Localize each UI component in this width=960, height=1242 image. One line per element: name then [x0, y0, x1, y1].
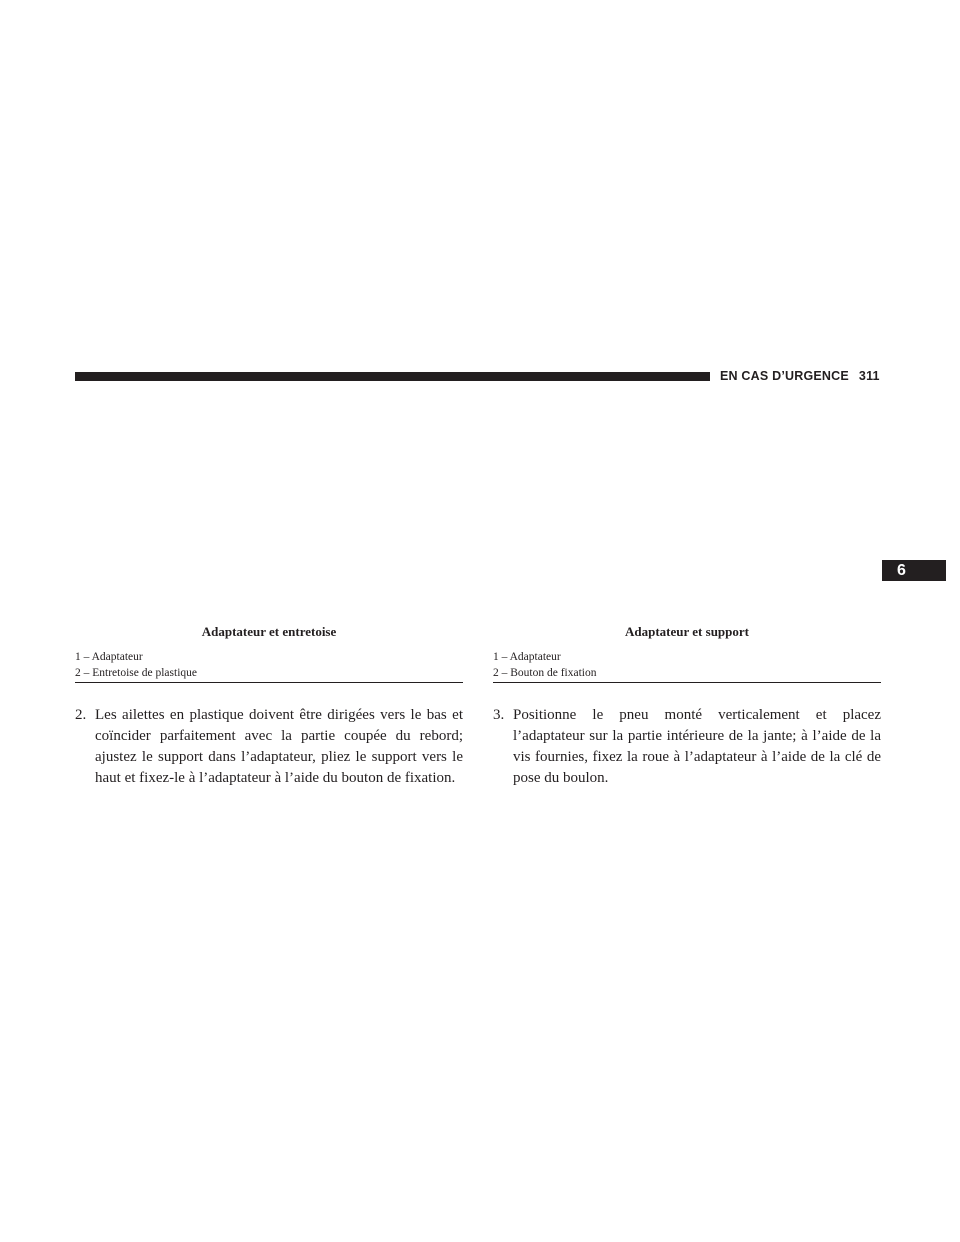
step-2: [75, 705, 463, 789]
legend-item: 1 – Adaptateur: [75, 651, 143, 663]
legend-divider: [493, 682, 881, 683]
step-number: 2.: [75, 707, 87, 723]
legend-divider: [75, 682, 463, 683]
figure-title: Adaptateur et entretoise: [201, 624, 337, 639]
step-text: Les ailettes en plastique doivent être dirigées vers le bas et coïncider parfaitement avec la partie coupée du rebord; ajustez le support dans l’adaptateur, pliez le support vers le haut et fixez-le à l’adaptateur à l’aide du bouton de fixation.: [95, 707, 463, 786]
legend-item: 2 – Bouton de fixation: [493, 667, 597, 679]
legend-item: 1 – Adaptateur: [493, 651, 561, 663]
chapter-tab: 6: [882, 560, 946, 581]
figure-caption-adapter-spacer: [75, 624, 463, 683]
header-rule: [75, 372, 710, 381]
step-number: 3.: [493, 707, 505, 723]
step-text: Positionne le pneu monté verticalement et placez l’adaptateur sur la partie intérieure de la jante; à l’aide de la vis fournies, fixez la roue à l’adaptateur à l’aide de la clé de pose du boulon.: [513, 707, 881, 786]
running-header: [720, 369, 880, 383]
figure-caption-adapter-support: [493, 624, 881, 683]
figure-title: Adaptateur et support: [625, 624, 749, 639]
page-number: 311: [858, 369, 880, 383]
legend-item: 2 – Entretoise de plastique: [75, 667, 197, 679]
step-3: [493, 705, 881, 789]
section-title: EN CAS D’URGENCE: [720, 369, 849, 383]
